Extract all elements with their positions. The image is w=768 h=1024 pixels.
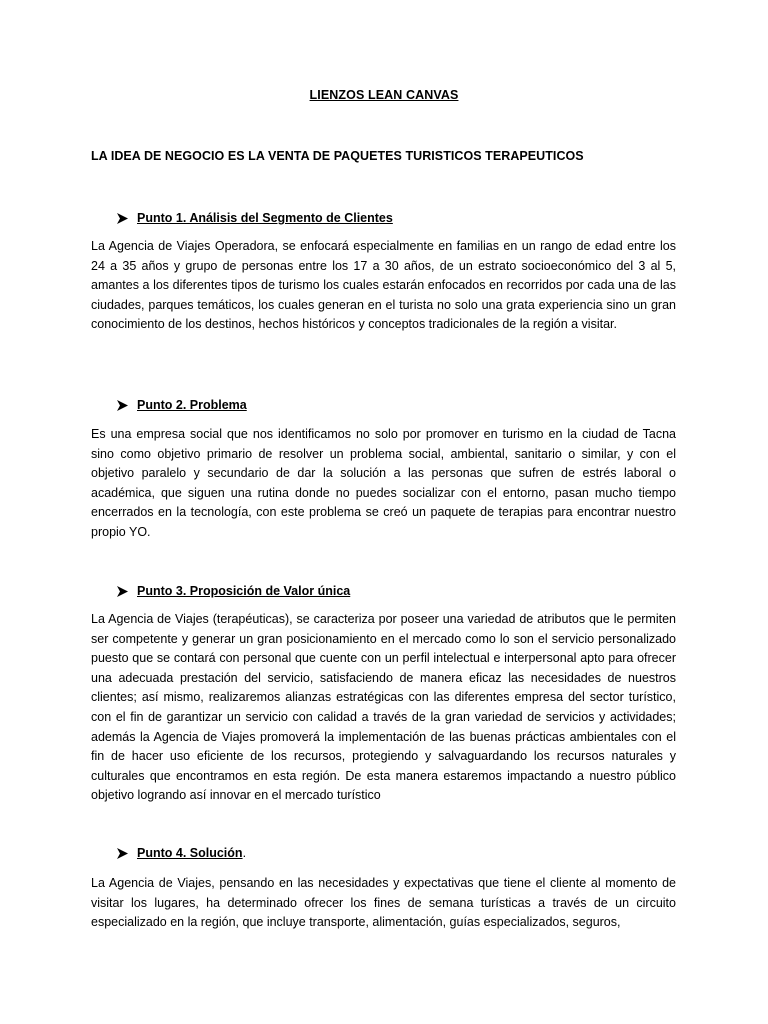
document-subtitle: LA IDEA DE NEGOCIO ES LA VENTA DE PAQUETES TURISTICOS TERAPEUTICOS <box>91 149 584 163</box>
section-heading-3 <box>116 584 350 598</box>
section-heading-text: Punto 1. Análisis del Segmento de Clientes <box>137 211 393 225</box>
section-heading-2 <box>116 398 247 412</box>
arrow-bullet-icon <box>116 212 129 225</box>
section-heading-text: Punto 3. Proposición de Valor única <box>137 584 351 598</box>
section-heading-text: Punto 2. Problema <box>137 398 247 412</box>
section-heading-text: Punto 4. Solución <box>137 846 243 860</box>
section-body-2: Es una empresa social que nos identificamos no solo por promover en turismo en la ciudad de Tacna sino como objetivo primario de resolver un problema social, ambiental, sanitario o similar, y con el objetivo paralelo y secundario de dar la solución a las personas que sufren de estrés laboral o académica, que siguen una rutina donde no puedes socializar con el entorno, pasan mucho tiempo encerrados en la tecnología, con este problema se creó un paquete de terapias para encontrar nuestro propio YO. <box>91 427 676 539</box>
section-body-4: La Agencia de Viajes, pensando en las necesidades y expectativas que tiene el cliente al momento de visitar los lugares, ha determinado ofrecer los fines de semana turísticas a través de un circuito especializado en la región, que incluye transporte, alimentación, guías especializados, seguros, <box>91 876 676 930</box>
arrow-bullet-icon <box>116 585 129 598</box>
section-heading-suffix: . <box>242 846 247 860</box>
arrow-bullet-icon <box>116 847 129 860</box>
section-body-1: La Agencia de Viajes Operadora, se enfocará especialmente en familias en un rango de edad entre los 24 a 35 años y grupo de personas entre los 17 a 30 años, de un estrato socioeconómico del 3 al 5, amantes a los diferentes tipos de turismo los cuales estarán enfocados en recorridos por cada una de las ciudades, parques temáticos, los cuales generan en el turista no solo una grata experiencia sino un gran conocimiento de los destinos, hechos históricos y conceptos tradicionales de la región a visitar. <box>91 239 676 332</box>
arrow-bullet-icon <box>116 399 129 412</box>
section-heading-4 <box>116 846 246 860</box>
document-title: LIENZOS LEAN CANVAS <box>309 88 459 102</box>
section-heading-1 <box>116 211 393 225</box>
section-body-3: La Agencia de Viajes (terapéuticas), se caracteriza por poseer una variedad de atributos que le permiten ser competente y generar un gran posicionamiento en el mercado como lo son el servicio personalizado puesto que se contará con personal que cuente con un perfil intelectual e interpersonal apto para ofrecer una adecuada prestación del servicio, satisfaciendo de manera eficaz las necesidades de nuestros clientes; así mismo, realizaremos alianzas estratégicas con las diferentes empresa del sector turístico, con el fin de garantizar un servicio con calidad a través de la gran variedad de servicios y actividades; además la Agencia de Viajes promoverá la implementación de las buenas prácticas ambientales con el fin de hacer uso eficiente de los recursos, protegiendo y salvaguardando los recursos naturales y culturales que encontramos en esta región. De esta manera estaremos impactando a nuestro público objetivo logrando así innovar en el mercado turístico <box>91 612 676 803</box>
